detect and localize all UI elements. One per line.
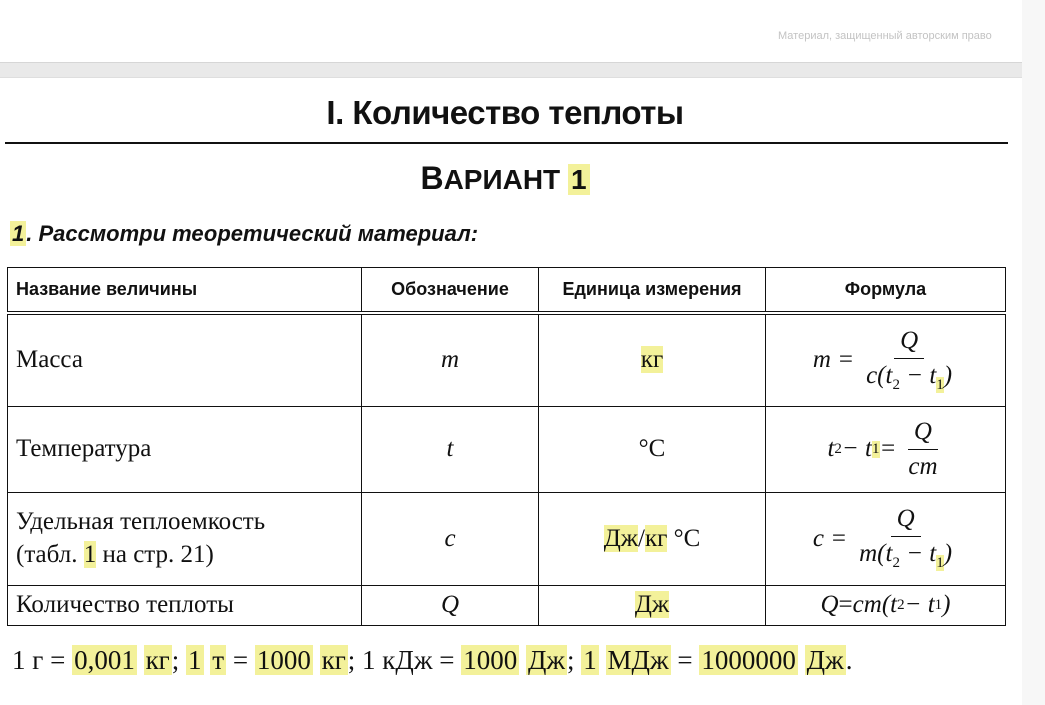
copyright-notice: Материал, защищенный авторским право: [778, 30, 992, 42]
fraction-denominator: [853, 537, 958, 572]
symbol-text: c: [444, 524, 456, 552]
formula-sub: 2: [897, 596, 905, 613]
row-symbol: [362, 406, 539, 492]
conv-unit: Дж: [806, 645, 844, 675]
temperature-formula: [827, 418, 943, 481]
name-line-b: на стр. 21): [96, 540, 214, 568]
formula-sub: 2: [834, 440, 842, 457]
chapter-title: I. Количество теплоты: [326, 94, 684, 131]
fraction-denominator: cm: [908, 452, 938, 480]
conv-value: 1000: [256, 645, 311, 675]
conv-text: .: [845, 645, 853, 675]
row-formula: [766, 492, 1006, 585]
variant-label: АРИАНТ: [443, 164, 561, 195]
table-row: [8, 492, 1006, 585]
row-symbol: [362, 492, 539, 585]
row-name: Масса: [8, 313, 362, 406]
header-symbol: Обозначение: [362, 268, 539, 314]
den-part: − t: [899, 361, 937, 389]
conv-text: ;: [567, 645, 582, 675]
variant-heading: [0, 160, 1010, 197]
conv-text: =: [670, 645, 700, 675]
conv-unit: кг: [321, 645, 346, 675]
fraction-numerator: Q: [908, 418, 938, 450]
table-row: [8, 585, 1006, 625]
den-part: m(t: [859, 540, 893, 567]
conv-text: =: [226, 645, 255, 675]
table-row: [8, 313, 1006, 406]
task-heading: [10, 221, 478, 247]
conv-text: [519, 645, 526, 675]
den-sub: 2: [892, 376, 900, 393]
table-ref-number: 1: [83, 540, 97, 568]
header-name: Название величины: [8, 268, 362, 314]
formula-sub: 1: [934, 596, 943, 613]
mass-formula: [813, 327, 958, 394]
conv-unit: МДж: [607, 645, 669, 675]
row-name: Количество теплоты: [8, 585, 362, 625]
symbol-text: m: [440, 346, 460, 374]
heat-formula: [820, 591, 950, 619]
variant-number: 1: [568, 164, 590, 195]
conv-text: [599, 645, 606, 675]
table-header-row: [8, 268, 1006, 314]
row-name: [8, 492, 362, 585]
unit-text: Дж: [634, 591, 670, 618]
formula-part: t: [827, 435, 835, 462]
row-name: Температура: [8, 406, 362, 492]
conv-value: 1: [583, 645, 597, 675]
fraction: [853, 505, 958, 572]
conv-text: [313, 645, 320, 675]
conv-value: 1000000: [701, 645, 796, 675]
formula-part: =: [879, 435, 897, 462]
unit-part: °C: [667, 524, 701, 552]
conv-value: 1000: [463, 645, 518, 675]
symbol-text: Q: [440, 591, 460, 618]
den-sub: 2: [892, 555, 900, 571]
formula-lhs: c =: [812, 524, 848, 552]
variant-label-cap: В: [420, 160, 444, 196]
table-row: [8, 406, 1006, 492]
formula-part: Q: [820, 591, 839, 618]
conv-unit: т: [212, 645, 225, 675]
task-number: 1: [12, 221, 25, 246]
den-sub: 1: [936, 376, 944, 393]
formula-sub: 1: [872, 440, 880, 457]
page-separator-bar: [0, 62, 1022, 78]
conv-unit: Дж: [527, 645, 566, 675]
page-edge: [1022, 0, 1045, 705]
den-part: − t: [899, 540, 937, 567]
name-line-a: (табл.: [16, 540, 84, 568]
fraction-numerator: Q: [891, 505, 921, 537]
fraction-denominator: [860, 359, 958, 394]
unit-text: кг: [640, 346, 664, 374]
conv-unit: кг: [145, 645, 170, 675]
title-underline: [5, 142, 1008, 144]
name-line: Удельная теплоемкость: [16, 508, 266, 535]
fraction: [860, 327, 958, 394]
den-part: ): [943, 361, 953, 389]
conv-text: ;: [171, 645, 187, 675]
den-part: ): [943, 540, 953, 567]
heat-capacity-formula: [813, 505, 958, 572]
unit-part: кг: [644, 524, 668, 552]
row-formula: [766, 313, 1006, 406]
conv-text: [798, 645, 805, 675]
conv-text: [137, 645, 144, 675]
header-formula: Формула: [766, 268, 1006, 314]
task-text: . Рассмотри теоретический материал:: [26, 221, 479, 246]
symbol-text: t: [446, 435, 454, 462]
unit-sep: /: [638, 524, 645, 552]
formula-lhs: m =: [812, 346, 855, 374]
conv-text: 1 г =: [12, 645, 73, 675]
row-symbol: [362, 585, 539, 625]
quantities-table: [7, 267, 1006, 626]
formula-part: (t: [881, 591, 898, 618]
row-formula: [766, 406, 1006, 492]
den-part: c(t: [866, 361, 893, 389]
unit-text: °C: [638, 435, 666, 462]
row-formula: [766, 585, 1006, 625]
row-unit: [539, 585, 766, 625]
fraction: [902, 418, 943, 481]
formula-part: ): [942, 591, 951, 618]
conv-value: 1: [188, 645, 202, 675]
unit-conversions: [12, 645, 852, 676]
formula-part: cm: [852, 591, 882, 618]
fraction-numerator: Q: [894, 327, 924, 359]
unit-part: Дж: [603, 524, 639, 552]
den-sub: 1: [936, 555, 944, 571]
row-unit: [539, 406, 766, 492]
formula-part: =: [838, 591, 853, 618]
row-symbol: [362, 313, 539, 406]
row-unit: [539, 492, 766, 585]
formula-part: − t: [904, 591, 935, 618]
formula-part: − t: [841, 435, 872, 462]
conv-text: ; 1 кДж =: [347, 645, 462, 675]
row-unit: [539, 313, 766, 406]
header-unit: Единица измерения: [539, 268, 766, 314]
conv-value: 0,001: [74, 645, 135, 675]
